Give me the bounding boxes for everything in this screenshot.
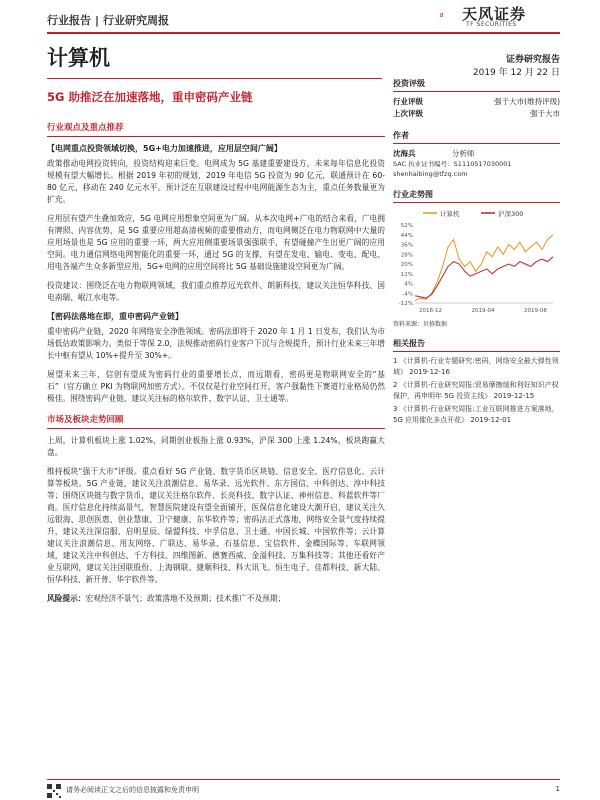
paragraph: 维持板块“强于大市”评级。重点看好 5G 产业链、数字货币区块链、信息安全、医疗信息化、云计算等板块。5G 产业链，建议关注浪潮信息、易华录、远光软件、东方国信、中科创达、淳中科技等；围绕区块链与数字货币，建议关注格尔软件、长亮科技、数字认证、神州信息、科蓝软件等厂商。医疗信息化持续高景气，智慧医院建设有望全面铺开，医保信息化建设大潮开启，建议关注久远银海、思创医惠、创业慧康、卫宁健康、东华软件等；密码法正式落地，网络安全景气度持续提升，建议关注深信服、启明星辰、绿盟科技、中孚信息、卫士通、中国长城、中国软件等；云计算建议关注浪潮信息、用友网络、广联达、易华录、石基信息、宝信软件、金蝶国际等；车联网领域，建议关注中科创达、千方科技、四维图新、德赛西威、金溢科技、万集科技等；其他还看好产业互联网，建议关注国联股份、上海钢联、捷顺科技、科大讯飞、恒生电子、佳都科技、新大陆、恒华科技、新开普、华宇软件等。	[47, 467, 385, 584]
legend-label: 沪深300	[498, 210, 524, 218]
section-title-market: 市场及板块走势回顾	[47, 414, 385, 429]
related-report-date: 2019-12-15	[493, 392, 535, 400]
breadcrumb-weekly-report: 行业研究周报	[103, 14, 170, 27]
related-report-text: 《计算机-行业专题研究:密码，网络安全最大弹性领域》	[393, 357, 559, 376]
y-tick-label: 4%	[404, 281, 413, 288]
company-logo-icon	[440, 4, 460, 26]
side-panel	[393, 78, 560, 436]
x-tick-label: 2019-08	[523, 308, 547, 314]
page-number: 1	[555, 785, 560, 793]
risk-text: 宏观经济不景气；政策落地不及预期；技术推广不及预期；	[85, 594, 286, 603]
report-date: 2019 年 12 月 22 日	[472, 68, 560, 78]
related-report-num: 3	[393, 405, 398, 413]
prev-rating-row	[393, 108, 560, 120]
prev-rating-value: 强于大市	[530, 109, 560, 118]
related-report-num: 1	[393, 357, 398, 365]
y-tick-label: -12%	[398, 301, 413, 307]
related-block	[393, 338, 560, 426]
related-report-num: 2	[393, 381, 398, 389]
qr-code-icon	[47, 784, 61, 798]
related-report-item[interactable]	[393, 380, 560, 402]
sector-divider	[47, 78, 382, 79]
rating-value: 强于大市(维持评级)	[494, 97, 560, 106]
y-tick-label: 36%	[400, 242, 413, 249]
author-name: 沈海兵	[393, 149, 416, 158]
main-content	[47, 122, 385, 605]
trend-source: 资料来源：贝格数据	[393, 321, 448, 328]
paragraph: 重申密码产业链，2020 年网络安全净胜领域。密码法即将于 2020 年 1 月 1 日发布，我们认为市场低估政策影响力。类似于等保 2.0，法规推动密码行业客户下沉与合规提升，预计行业未来三年增长中枢有望从 10%+提升至 30%+。	[47, 327, 385, 360]
paragraph: 上周，计算机板块上涨 1.02%，同期创业板指上涨 0.93%，沪深 300 上涨 1.24%，板块跑赢大盘。	[47, 436, 385, 457]
block-heading-crypto: 【密码法落地在即，重申密码产业链】	[47, 312, 183, 321]
related-report-date: 2019-12-01	[470, 416, 512, 424]
sector-title: 计算机	[47, 46, 110, 70]
author-block	[393, 130, 560, 179]
company-logo-text: 天风证券	[462, 5, 527, 23]
section-title-views: 行业观点及重点推荐	[47, 122, 385, 137]
y-tick-label: -4%	[402, 291, 413, 298]
related-report-date: 2019-12-16	[409, 368, 450, 376]
legend-label: 计算机	[440, 210, 460, 218]
series-line	[415, 257, 553, 298]
author-role: 分析师	[451, 149, 475, 158]
report-breadcrumb	[47, 12, 169, 28]
breadcrumb-industry-report: 行业报告	[47, 14, 91, 27]
related-report-item[interactable]	[393, 404, 560, 426]
company-logo-subtext: TF SECURITIES	[466, 21, 517, 28]
paragraph: 投资建议：围绕泛在电力物联网领域，我们重点推荐远光软件、朗新科技，建议关注恒华科技、国电南瑞、岷江水电等。	[47, 281, 385, 302]
header-divider	[47, 32, 560, 34]
trend-title: 行业走势图	[393, 189, 560, 203]
related-report-text: 《计算机-行业研究周报:贸易摩擦缓和利好知识产权保护，再申明年 5G 投资主线》	[393, 381, 559, 400]
y-tick-label: 12%	[400, 271, 413, 278]
trend-chart	[393, 207, 560, 317]
rating-block	[393, 78, 560, 120]
block-heading-grid: 【电网重点投资领域切换，5G+电力加速推进，应用层空间广阔】	[47, 144, 282, 153]
breadcrumb-separator: |	[95, 14, 100, 27]
prev-rating-label: 上次评级	[393, 109, 423, 118]
paragraph: 展望未来三年，信创有望成为密码行业的重要增长点，而远期看，密码更是物联网安全的“基石”（官方确立 PKI 为物联网加密方式）。不仅仅是行业空间打开，客户强黏性下赛道行业格局仍然极佳。围绕密码产业链，建议关注标的格尔软件、数字认证、卫士通等。	[47, 370, 385, 403]
paragraph: 政策推动电网投资转向，投资结构迎来巨变。电网成为 5G 基建重要建设方，未来每年信息化投资规模有望大幅增长。根据 2019 年初的规划，2019 年电信 5G 投资为 90 亿元，联通预计在 60-80 亿元，移动在 240 亿元水平。预计泛在互联建设过程中电网能源生态为主，重点任务数量更为扩充。	[47, 159, 385, 204]
series-line	[415, 235, 553, 301]
rating-row	[393, 96, 560, 108]
y-tick-label: 20%	[400, 262, 413, 268]
author-license: SAC 执业证书编号：S1110517030001	[393, 160, 512, 168]
x-tick-label: 2019-04	[471, 308, 495, 314]
trend-chart-svg	[393, 207, 560, 317]
x-tick-label: 2018-12	[419, 308, 442, 314]
trend-block	[393, 189, 560, 328]
footer-divider	[47, 779, 560, 780]
y-tick-label: 52%	[400, 223, 413, 229]
risk-warning	[47, 593, 385, 605]
author-row	[393, 148, 560, 159]
risk-label: 风险提示：	[47, 594, 86, 603]
author-title: 作者	[393, 130, 560, 144]
report-type: 证券研究报告	[505, 55, 560, 65]
report-title: 5G 助推泛在加速落地，重申密码产业链	[47, 90, 253, 104]
author-email[interactable]: shenhaibing@tfzq.com	[393, 170, 468, 178]
y-tick-label: 28%	[400, 252, 413, 259]
footer-disclaimer: 请务必阅读正文之后的信息披露和免责申明	[66, 786, 199, 794]
related-title: 相关报告	[393, 338, 560, 352]
related-report-item[interactable]	[393, 356, 560, 378]
rating-title: 投资评级	[393, 78, 560, 92]
related-report-text: 《计算机-行业研究周报:工业互联网推进方案落地，5G 应用催化多点开花》	[393, 405, 559, 424]
y-tick-label: 44%	[400, 232, 413, 239]
paragraph: 应用层有望产生叠加效应，5G 电网应用想象空间更为广阔。从本次电网+广电的结合来看，广电拥有牌照、内容优势，是 5G 重要应用超高清视频的重要推动方，而电网侧泛在电力物联网中大量的应用场景也是 5G 应用的重要一环，两大应用侧重要场景强强联手，有望碰撞产生出更广阔的应用空间。电力通信网络电网智能化的重要一环，通过 5G 的支撑，有望在发电、输电、变电、配电、用电各端产生众多新型应用，5G+电网的应用空间将比 5G 基础设施建设空间更为广阔。	[47, 214, 385, 271]
rating-label: 行业评级	[393, 97, 423, 106]
